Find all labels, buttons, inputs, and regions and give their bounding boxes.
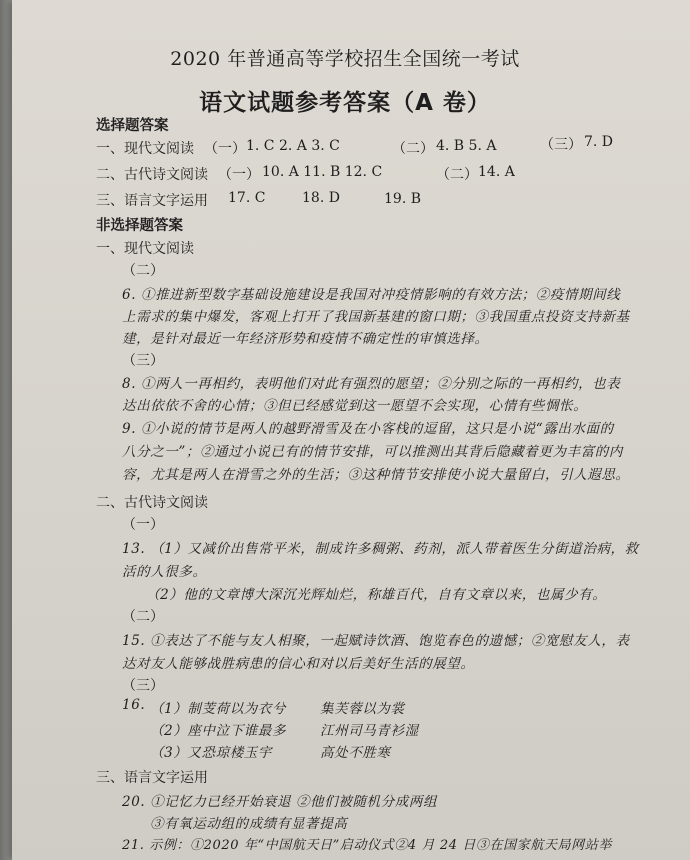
nonmc-sec2-part1-mark: （一） bbox=[122, 517, 164, 533]
mc-answer-19: 19. B bbox=[384, 191, 422, 207]
q16-line-left: （3）又恐琼楼玉宇 bbox=[150, 745, 272, 761]
mc-sec1-part3-mark: （三） bbox=[540, 137, 582, 153]
q20-line: ③有氧运动组的成绩有显著提高 bbox=[150, 816, 348, 832]
q9-line: 容，尤其是两人在滑雪之外的生活；③这种情节安排使小说大量留白，引人遐思。 bbox=[122, 467, 630, 483]
nonmc-sec1-part2-mark: （二） bbox=[122, 263, 164, 279]
mc-sec2-part1-mark: （一） bbox=[218, 167, 260, 183]
mc-sec3-label: 三、语言文字运用 bbox=[96, 193, 208, 209]
q13-line: （2）他的文章博大深沉光辉灿烂，称雄百代，自有文章以来，也属少有。 bbox=[146, 587, 607, 603]
mc-heading: 选择题答案 bbox=[96, 118, 169, 134]
q15-line: 达对友人能够战胜病患的信心和对以后美好生活的展望。 bbox=[122, 656, 475, 672]
mc-sec2-part2-answers: 14. A bbox=[478, 164, 515, 180]
q16-number: 16. bbox=[122, 697, 146, 713]
q6-line: 6. ①推进新型数字基础设施建设是我国对冲疫情影响的有效方法；②疫情期间线 bbox=[122, 287, 621, 303]
nonmc-sec2-part3-mark: （三） bbox=[122, 678, 164, 694]
q6-line: 建，是针对最近一年经济形势和疫情不确定性的审慎选择。 bbox=[122, 331, 489, 347]
mc-sec2-part1-answers: 10. A 11. B 12. C bbox=[262, 164, 383, 180]
q8-line: 达出依依不舍的心情；③但已经感觉到这一愿望不会实现，心情有些惆怅。 bbox=[122, 398, 588, 414]
nonmc-sec3-label: 三、语言文字运用 bbox=[96, 770, 208, 786]
q13-line: 13. （1）又减价出售常平米，制成许多稠粥、药剂，派人带着医生分街道治病，救 bbox=[122, 541, 639, 557]
q13-line: 活的人很多。 bbox=[122, 564, 207, 580]
q16-line-left: （2）座中泣下谁最多 bbox=[150, 723, 287, 739]
nonmc-sec2-label: 二、古代诗文阅读 bbox=[96, 495, 208, 511]
mc-answer-18: 18. D bbox=[302, 190, 340, 206]
nonmc-heading: 非选择题答案 bbox=[96, 218, 183, 234]
q21-line: 21. 示例：①2020 年“中国航天日”启动仪式②4 月 24 日③在国家航天局网站举 bbox=[122, 838, 612, 853]
mc-sec2-part2-mark: （二） bbox=[436, 167, 478, 183]
nonmc-sec1-part3-mark: （三） bbox=[122, 353, 164, 369]
mc-sec1-part2-mark: （二） bbox=[392, 141, 434, 157]
q9-line: 八分之一”；②通过小说已有的情节安排，可以推测出其背后隐藏着更为丰富的内 bbox=[122, 444, 624, 460]
mc-sec1-part1-answers: 1. C 2. A 3. C bbox=[246, 138, 340, 154]
nonmc-sec1-label: 一、现代文阅读 bbox=[96, 241, 194, 257]
mc-sec1-part3-answers: 7. D bbox=[584, 134, 614, 150]
mc-sec1-label: 一、现代文阅读 bbox=[96, 141, 194, 157]
q15-line: 15. ①表达了不能与友人相聚，一起赋诗饮酒、饱览春色的遗憾；②宽慰友人，表 bbox=[122, 633, 630, 649]
q9-line: 9. ①小说的情节是两人的越野滑雪及在小客栈的逗留，这只是小说“露出水面的 bbox=[122, 421, 614, 437]
answer-title: 语文试题参考答案（A 卷） bbox=[199, 90, 491, 116]
q16-line-right: 集芙蓉以为裳 bbox=[320, 701, 405, 717]
q6-line: 上需求的集中爆发，客观上打开了我国新基建的窗口期；③我国重点投资支持新基 bbox=[122, 309, 630, 325]
page-gutter-shadow bbox=[0, 0, 12, 860]
q16-line-right: 江州司马青衫湿 bbox=[320, 723, 419, 739]
q8-line: 8. ①两人一再相约，表明他们对此有强烈的愿望；②分别之际的一再相约，也表 bbox=[122, 376, 621, 392]
q16-line-left: （1）制芰荷以为衣兮 bbox=[150, 701, 287, 717]
exam-title: 2020 年普通高等学校招生全国统一考试 bbox=[170, 48, 520, 70]
mc-sec1-part2-answers: 4. B 5. A bbox=[436, 138, 497, 154]
mc-sec2-label: 二、古代诗文阅读 bbox=[96, 167, 208, 183]
mc-sec1-part1-mark: （一） bbox=[204, 141, 246, 157]
q20-line: 20. ①记忆力已经开始衰退 ②他们被随机分成两组 bbox=[122, 794, 438, 810]
nonmc-sec2-part2-mark: （二） bbox=[122, 609, 164, 625]
mc-answer-17: 17. C bbox=[228, 190, 266, 206]
q16-line-right: 高处不胜寒 bbox=[320, 745, 391, 761]
